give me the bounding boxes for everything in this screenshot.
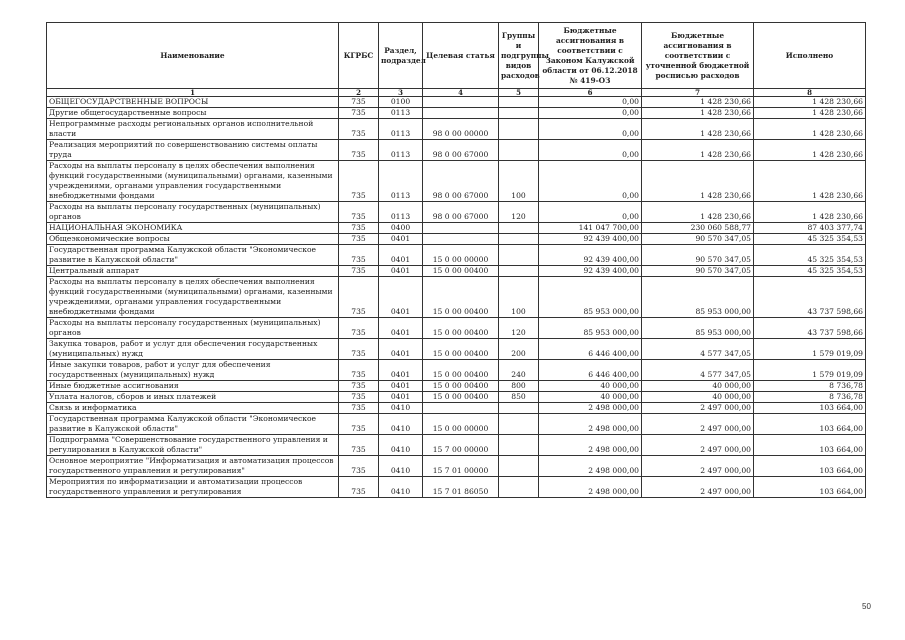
- table-row: [47, 381, 866, 392]
- cell-group: [499, 245, 539, 266]
- table-row: [47, 318, 866, 339]
- header-target: Целевая статья: [423, 23, 499, 89]
- cell-section: 0401: [379, 318, 423, 339]
- header-kgrbs: КГРБС: [339, 23, 379, 89]
- cell-target: [423, 97, 499, 108]
- cell-refined: 2 497 000,00: [642, 456, 754, 477]
- col-number: 4: [423, 89, 499, 97]
- cell-target: [423, 108, 499, 119]
- column-number-row: [47, 89, 866, 97]
- cell-group: [499, 414, 539, 435]
- cell-name: Закупка товаров, работ и услуг для обеспечения государственных (муниципальных) нужд: [47, 339, 339, 360]
- cell-law: 2 498 000,00: [539, 403, 642, 414]
- cell-section: 0410: [379, 456, 423, 477]
- cell-kgrbs: 735: [339, 140, 379, 161]
- cell-executed: 1 579 019,09: [754, 339, 866, 360]
- cell-name: Мероприятия по информатизации и автоматизации процессов государственного управления и регулирования: [47, 477, 339, 498]
- cell-group: [499, 456, 539, 477]
- cell-name: Непрограммные расходы региональных органов исполнительной власти: [47, 119, 339, 140]
- cell-kgrbs: 735: [339, 266, 379, 277]
- cell-law: 0,00: [539, 97, 642, 108]
- cell-kgrbs: 735: [339, 403, 379, 414]
- cell-group: [499, 140, 539, 161]
- cell-law: 0,00: [539, 202, 642, 223]
- cell-name: Связь и информатика: [47, 403, 339, 414]
- cell-target: 15 0 00 00400: [423, 392, 499, 403]
- cell-name: Расходы на выплаты персоналу в целях обеспечения выполнения функций государственными (муниципальными) органами, казенными учреждениями, органами управления государственными внебюджетными фондами: [47, 161, 339, 202]
- cell-section: 0113: [379, 140, 423, 161]
- cell-kgrbs: 735: [339, 339, 379, 360]
- cell-group: [499, 403, 539, 414]
- table-row: [47, 97, 866, 108]
- table-row: [47, 161, 866, 202]
- cell-executed: 43 737 598,66: [754, 277, 866, 318]
- cell-executed: 103 664,00: [754, 414, 866, 435]
- cell-section: 0113: [379, 119, 423, 140]
- col-number: 8: [754, 89, 866, 97]
- cell-executed: 1 428 230,66: [754, 202, 866, 223]
- cell-kgrbs: 735: [339, 414, 379, 435]
- cell-law: 2 498 000,00: [539, 435, 642, 456]
- cell-refined: 1 428 230,66: [642, 140, 754, 161]
- table-body: [47, 97, 866, 498]
- col-number: 6: [539, 89, 642, 97]
- cell-law: 2 498 000,00: [539, 456, 642, 477]
- cell-name: ОБЩЕГОСУДАРСТВЕННЫЕ ВОПРОСЫ: [47, 97, 339, 108]
- cell-section: 0401: [379, 277, 423, 318]
- cell-group: [499, 223, 539, 234]
- cell-executed: 103 664,00: [754, 403, 866, 414]
- cell-target: 15 0 00 00400: [423, 266, 499, 277]
- cell-kgrbs: 735: [339, 108, 379, 119]
- cell-law: 85 953 000,00: [539, 277, 642, 318]
- cell-target: 98 0 00 67000: [423, 202, 499, 223]
- cell-kgrbs: 735: [339, 202, 379, 223]
- budget-report-sheet: [46, 22, 866, 498]
- cell-target: 15 0 00 00400: [423, 381, 499, 392]
- cell-executed: 1 428 230,66: [754, 140, 866, 161]
- col-number: 3: [379, 89, 423, 97]
- cell-group: 120: [499, 202, 539, 223]
- cell-group: [499, 435, 539, 456]
- table-row: [47, 245, 866, 266]
- cell-executed: 1 428 230,66: [754, 161, 866, 202]
- budget-execution-table: [46, 22, 866, 498]
- cell-name: Другие общегосударственные вопросы: [47, 108, 339, 119]
- cell-section: 0401: [379, 339, 423, 360]
- cell-executed: 45 325 354,53: [754, 266, 866, 277]
- cell-executed: 87 403 377,74: [754, 223, 866, 234]
- table-row: [47, 477, 866, 498]
- cell-law: 141 047 700,00: [539, 223, 642, 234]
- cell-law: 40 000,00: [539, 392, 642, 403]
- cell-refined: 1 428 230,66: [642, 161, 754, 202]
- cell-group: [499, 477, 539, 498]
- cell-target: 98 0 00 67000: [423, 140, 499, 161]
- header-section: Раздел, подраздел: [379, 23, 423, 89]
- cell-refined: 85 953 000,00: [642, 318, 754, 339]
- header-row: [47, 23, 866, 89]
- cell-refined: 1 428 230,66: [642, 97, 754, 108]
- table-row: [47, 360, 866, 381]
- cell-executed: 45 325 354,53: [754, 234, 866, 245]
- table-row: [47, 435, 866, 456]
- table-row: [47, 202, 866, 223]
- cell-kgrbs: 735: [339, 277, 379, 318]
- cell-law: 0,00: [539, 119, 642, 140]
- cell-kgrbs: 735: [339, 161, 379, 202]
- header-name: Наименование: [47, 23, 339, 89]
- cell-refined: 230 060 588,77: [642, 223, 754, 234]
- table-row: [47, 414, 866, 435]
- cell-target: [423, 223, 499, 234]
- cell-section: 0401: [379, 360, 423, 381]
- cell-law: 92 439 400,00: [539, 266, 642, 277]
- cell-refined: 1 428 230,66: [642, 108, 754, 119]
- header-executed: Исполнено: [754, 23, 866, 89]
- cell-refined: 90 570 347,05: [642, 266, 754, 277]
- cell-executed: 8 736,78: [754, 392, 866, 403]
- cell-kgrbs: 735: [339, 456, 379, 477]
- cell-executed: 1 428 230,66: [754, 108, 866, 119]
- cell-kgrbs: 735: [339, 234, 379, 245]
- cell-refined: 4 577 347,05: [642, 360, 754, 381]
- cell-target: [423, 403, 499, 414]
- cell-target: 15 0 00 00400: [423, 360, 499, 381]
- cell-law: 2 498 000,00: [539, 414, 642, 435]
- cell-kgrbs: 735: [339, 119, 379, 140]
- table-row: [47, 339, 866, 360]
- cell-executed: 103 664,00: [754, 477, 866, 498]
- header-groups: Группы и подгруппы видов расходов: [499, 23, 539, 89]
- cell-name: Расходы на выплаты персоналу государственных (муниципальных) органов: [47, 318, 339, 339]
- cell-kgrbs: 735: [339, 360, 379, 381]
- table-row: [47, 456, 866, 477]
- cell-target: 15 0 00 00000: [423, 414, 499, 435]
- cell-group: 100: [499, 161, 539, 202]
- cell-kgrbs: 735: [339, 435, 379, 456]
- cell-kgrbs: 735: [339, 318, 379, 339]
- cell-target: [423, 234, 499, 245]
- cell-executed: 43 737 598,66: [754, 318, 866, 339]
- cell-kgrbs: 735: [339, 477, 379, 498]
- cell-target: 15 0 00 00400: [423, 318, 499, 339]
- cell-group: 800: [499, 381, 539, 392]
- cell-kgrbs: 735: [339, 97, 379, 108]
- cell-refined: 2 497 000,00: [642, 477, 754, 498]
- cell-kgrbs: 735: [339, 392, 379, 403]
- cell-target: 15 7 00 00000: [423, 435, 499, 456]
- col-number: 7: [642, 89, 754, 97]
- cell-group: 100: [499, 277, 539, 318]
- cell-group: [499, 108, 539, 119]
- table-row: [47, 119, 866, 140]
- table-row: [47, 108, 866, 119]
- col-number: 5: [499, 89, 539, 97]
- table-row: [47, 140, 866, 161]
- cell-section: 0113: [379, 161, 423, 202]
- cell-law: 0,00: [539, 108, 642, 119]
- cell-group: [499, 234, 539, 245]
- table-row: [47, 277, 866, 318]
- header-assigned-refined: Бюджетные ассигнования в соответствии с уточненной бюджетной росписью расходов: [642, 23, 754, 89]
- cell-law: 6 446 400,00: [539, 339, 642, 360]
- cell-target: 15 7 01 00000: [423, 456, 499, 477]
- cell-refined: 90 570 347,05: [642, 234, 754, 245]
- cell-name: Реализация мероприятий по совершенствованию системы оплаты труда: [47, 140, 339, 161]
- cell-section: 0401: [379, 266, 423, 277]
- cell-group: [499, 97, 539, 108]
- cell-section: 0400: [379, 223, 423, 234]
- cell-name: Расходы на выплаты персоналу в целях обеспечения выполнения функций государственными (муниципальными) органами, казенными учреждениями, органами управления государственными внебюджетными фондами: [47, 277, 339, 318]
- cell-kgrbs: 735: [339, 223, 379, 234]
- cell-refined: 4 577 347,05: [642, 339, 754, 360]
- cell-law: 92 439 400,00: [539, 234, 642, 245]
- cell-name: Подпрограмма "Совершенствование государственного управления и регулирования в Калужской области": [47, 435, 339, 456]
- cell-name: Государственная программа Калужской области "Экономическое развитие в Калужской области": [47, 414, 339, 435]
- cell-refined: 40 000,00: [642, 392, 754, 403]
- table-row: [47, 234, 866, 245]
- cell-law: 2 498 000,00: [539, 477, 642, 498]
- cell-kgrbs: 735: [339, 245, 379, 266]
- cell-law: 92 439 400,00: [539, 245, 642, 266]
- cell-section: 0113: [379, 202, 423, 223]
- table-row: [47, 223, 866, 234]
- page-number: 50: [862, 602, 871, 611]
- cell-section: 0401: [379, 234, 423, 245]
- table-row: [47, 392, 866, 403]
- cell-law: 0,00: [539, 140, 642, 161]
- cell-executed: 103 664,00: [754, 456, 866, 477]
- cell-target: 98 0 00 00000: [423, 119, 499, 140]
- cell-executed: 45 325 354,53: [754, 245, 866, 266]
- cell-name: Расходы на выплаты персоналу государственных (муниципальных) органов: [47, 202, 339, 223]
- col-number: 2: [339, 89, 379, 97]
- cell-name: Основное мероприятие "Информатизация и автоматизация процессов государственного управления и регулирования": [47, 456, 339, 477]
- cell-target: 15 0 00 00400: [423, 339, 499, 360]
- cell-law: 85 953 000,00: [539, 318, 642, 339]
- cell-name: Иные бюджетные ассигнования: [47, 381, 339, 392]
- cell-executed: 1 428 230,66: [754, 97, 866, 108]
- cell-name: Иные закупки товаров, работ и услуг для обеспечения государственных (муниципальных) нужд: [47, 360, 339, 381]
- cell-refined: 90 570 347,05: [642, 245, 754, 266]
- cell-refined: 1 428 230,66: [642, 202, 754, 223]
- header-assigned-law: Бюджетные ассигнования в соответствии с Законом Калужской области от 06.12.2018 № 419-ОЗ: [539, 23, 642, 89]
- cell-name: Общеэкономические вопросы: [47, 234, 339, 245]
- cell-executed: 1 428 230,66: [754, 119, 866, 140]
- cell-target: 15 0 00 00400: [423, 277, 499, 318]
- cell-law: 6 446 400,00: [539, 360, 642, 381]
- cell-section: 0410: [379, 435, 423, 456]
- cell-refined: 2 497 000,00: [642, 414, 754, 435]
- cell-group: 200: [499, 339, 539, 360]
- cell-section: 0410: [379, 403, 423, 414]
- cell-law: 40 000,00: [539, 381, 642, 392]
- cell-group: 120: [499, 318, 539, 339]
- cell-section: 0113: [379, 108, 423, 119]
- cell-section: 0401: [379, 392, 423, 403]
- cell-law: 0,00: [539, 161, 642, 202]
- cell-refined: 40 000,00: [642, 381, 754, 392]
- cell-group: [499, 119, 539, 140]
- cell-section: 0410: [379, 477, 423, 498]
- cell-refined: 85 953 000,00: [642, 277, 754, 318]
- cell-refined: 2 497 000,00: [642, 435, 754, 456]
- cell-group: 850: [499, 392, 539, 403]
- cell-section: 0100: [379, 97, 423, 108]
- cell-target: 98 0 00 67000: [423, 161, 499, 202]
- cell-name: Центральный аппарат: [47, 266, 339, 277]
- cell-target: 15 7 01 86050: [423, 477, 499, 498]
- table-row: [47, 403, 866, 414]
- cell-executed: 103 664,00: [754, 435, 866, 456]
- cell-refined: 2 497 000,00: [642, 403, 754, 414]
- cell-section: 0401: [379, 381, 423, 392]
- cell-name: Государственная программа Калужской области "Экономическое развитие в Калужской области": [47, 245, 339, 266]
- cell-section: 0410: [379, 414, 423, 435]
- cell-executed: 1 579 019,09: [754, 360, 866, 381]
- cell-group: [499, 266, 539, 277]
- cell-executed: 8 736,78: [754, 381, 866, 392]
- cell-group: 240: [499, 360, 539, 381]
- table-row: [47, 266, 866, 277]
- cell-section: 0401: [379, 245, 423, 266]
- cell-target: 15 0 00 00000: [423, 245, 499, 266]
- cell-name: НАЦИОНАЛЬНАЯ ЭКОНОМИКА: [47, 223, 339, 234]
- cell-refined: 1 428 230,66: [642, 119, 754, 140]
- cell-name: Уплата налогов, сборов и иных платежей: [47, 392, 339, 403]
- col-number: 1: [47, 89, 339, 97]
- cell-kgrbs: 735: [339, 381, 379, 392]
